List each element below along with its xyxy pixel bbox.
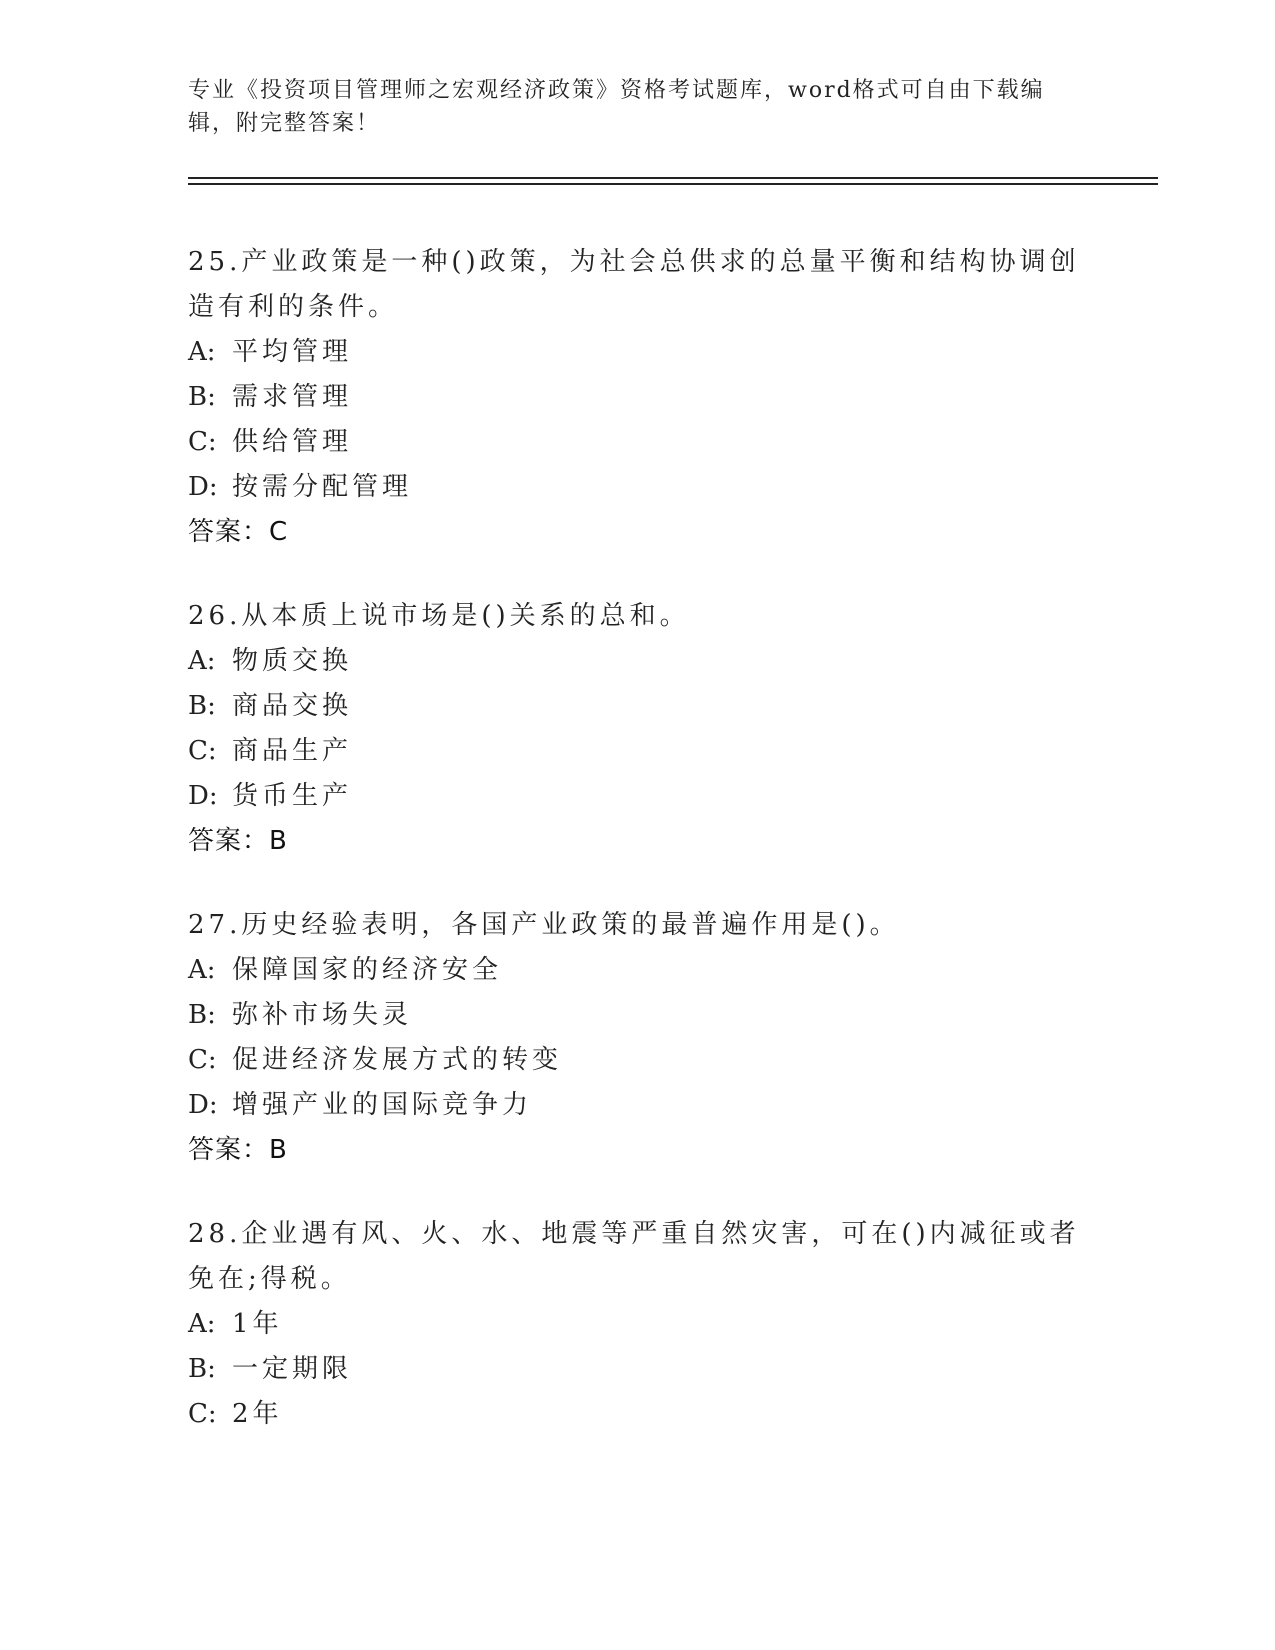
option-label: B: (188, 1000, 216, 1030)
question-28 (188, 1212, 1088, 1437)
option-c (188, 1392, 1088, 1437)
answer-line: 答案：B (188, 826, 288, 856)
option-label: C: (188, 1045, 217, 1075)
option-b (188, 684, 1088, 729)
option-text: 增强产业的国际竞争力 (232, 1090, 533, 1120)
option-text: 平均管理 (232, 337, 353, 367)
question-stem: 26.从本质上说市场是()关系的总和。 (188, 601, 690, 631)
option-text: 2年 (232, 1399, 283, 1429)
option-text: 物质交换 (232, 646, 353, 676)
option-label: A: (188, 955, 216, 985)
option-label: A: (188, 1309, 216, 1339)
option-text: 商品交换 (232, 691, 353, 721)
option-a (188, 330, 1088, 375)
option-text: 1年 (232, 1309, 283, 1339)
question-27 (188, 903, 1088, 1173)
option-label: C: (188, 1399, 217, 1429)
option-d (188, 1083, 1088, 1128)
option-label: B: (188, 691, 216, 721)
option-d (188, 465, 1088, 510)
question-26 (188, 594, 1088, 864)
option-label: A: (188, 337, 216, 367)
option-label: C: (188, 427, 217, 457)
option-label: D: (188, 781, 218, 811)
option-d (188, 774, 1088, 819)
option-c (188, 420, 1088, 465)
option-c (188, 729, 1088, 774)
option-text: 按需分配管理 (232, 472, 413, 502)
header-divider-bottom (188, 183, 1158, 185)
option-text: 需求管理 (232, 382, 353, 412)
option-label: B: (188, 382, 216, 412)
option-a (188, 1302, 1088, 1347)
question-list (188, 240, 1088, 1476)
option-a (188, 639, 1088, 684)
option-a (188, 948, 1088, 993)
question-stem: 25.产业政策是一种()政策，为社会总供求的总量平衡和结构协调创造有利的条件。 (188, 247, 1080, 322)
option-b (188, 375, 1088, 420)
answer-line: 答案：B (188, 1135, 288, 1165)
option-b (188, 993, 1088, 1038)
option-text: 促进经济发展方式的转变 (232, 1045, 563, 1075)
option-text: 商品生产 (232, 736, 353, 766)
option-text: 弥补市场失灵 (232, 1000, 413, 1030)
question-stem: 27.历史经验表明，各国产业政策的最普遍作用是()。 (188, 910, 900, 940)
question-25 (188, 240, 1088, 555)
option-text: 一定期限 (232, 1354, 353, 1384)
option-label: B: (188, 1354, 216, 1384)
option-text: 保障国家的经济安全 (232, 955, 503, 985)
option-label: C: (188, 736, 217, 766)
option-c (188, 1038, 1088, 1083)
header-divider-top (188, 177, 1158, 179)
option-label: D: (188, 472, 218, 502)
document-header: 专业《投资项目管理师之宏观经济政策》资格考试题库，word格式可自由下载编辑，附完整答案！ (188, 78, 1045, 136)
question-stem: 28.企业遇有风、火、水、地震等严重自然灾害，可在()内减征或者免在;得税。 (188, 1219, 1080, 1294)
option-text: 货币生产 (232, 781, 353, 811)
option-text: 供给管理 (232, 427, 353, 457)
option-label: D: (188, 1090, 218, 1120)
answer-line: 答案：C (188, 517, 289, 547)
option-b (188, 1347, 1088, 1392)
option-label: A: (188, 646, 216, 676)
